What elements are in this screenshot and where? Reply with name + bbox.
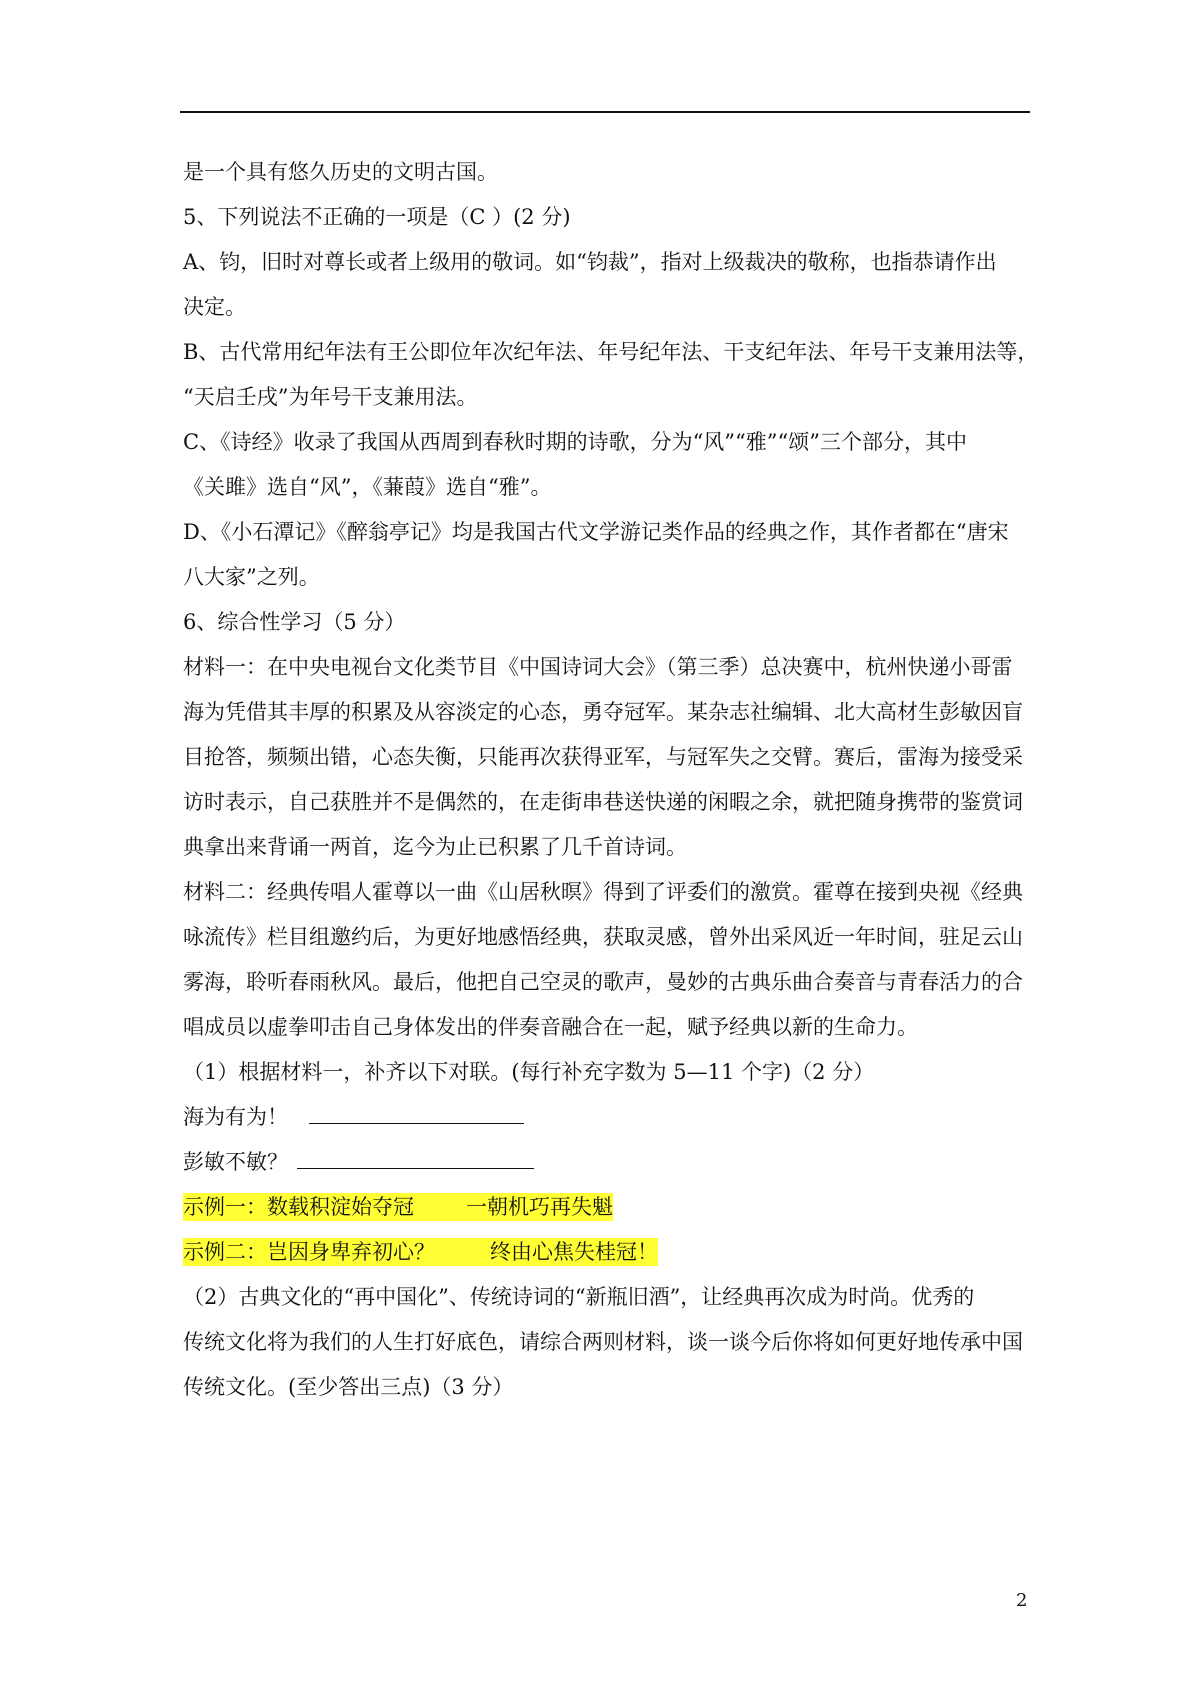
header-rule: [180, 111, 1030, 113]
example-text: 示例二：岂因身卑弃初心？: [183, 1240, 435, 1264]
example-2: [183, 1230, 1035, 1275]
couplet-line-1: [183, 1095, 1035, 1140]
question-5-stem: 5、下列说法不正确的一项是（C ）(2 分): [183, 205, 571, 229]
material-1-line: 访时表示，自己获胜并不是偶然的，在走街串巷送快递的闲暇之余，就把随身携带的鉴赏词: [183, 790, 1023, 814]
sub-question-2: 传统文化将为我们的人生打好底色，请综合两则材料，谈一谈今后你将如何更好地传承中国: [183, 1330, 1023, 1354]
document-body: [183, 150, 1039, 1410]
example-highlight: [183, 1238, 658, 1266]
text-line: 决定。: [183, 295, 246, 319]
example-text: 一朝机巧再失魁: [466, 1195, 613, 1219]
answer-blank: [309, 1103, 524, 1124]
text-line: 《关雎》选自“风”，《蒹葭》选自“雅”。: [183, 475, 552, 499]
example-highlight: [183, 1193, 613, 1221]
text-line: 是一个具有悠久历史的文明古国。: [183, 160, 498, 184]
option-a: A、钧，旧时对尊长或者上级用的敬词。如“钧裁”，指对上级裁决的敬称，也指恭请作出: [183, 250, 997, 274]
material-2-line: 材料二：经典传唱人霍尊以一曲《山居秋暝》得到了评委们的激赏。霍尊在接到央视《经典: [183, 880, 1023, 904]
couplet-label: 海为有为！: [183, 1105, 288, 1129]
example-text: 示例一：数载积淀始夺冠: [183, 1195, 414, 1219]
material-1-line: 目抢答，频频出错，心态失衡，只能再次获得亚军，与冠军失之交臂。赛后，雷海为接受采: [183, 745, 1023, 769]
sub-question-1: （1）根据材料一，补齐以下对联。(每行补充字数为 5—11 个字)（2 分）: [183, 1060, 875, 1084]
page-number: 2: [1016, 1590, 1028, 1611]
example-text: 终由心焦失桂冠！: [490, 1240, 658, 1264]
material-1-line: 材料一：在中央电视台文化类节目《中国诗词大会》（第三季）总决赛中，杭州快递小哥雷: [183, 655, 1013, 679]
option-d: D、《小石潭记》《醉翁亭记》均是我国古代文学游记类作品的经典之作，其作者都在“唐宋: [183, 520, 1009, 544]
answer-blank: [297, 1148, 534, 1169]
material-1-line: 海为凭借其丰厚的积累及从容淡定的心态，勇夺冠军。某杂志社编辑、北大高材生彭敏因盲: [183, 700, 1023, 724]
material-2-line: 雾海，聆听春雨秋风。最后，他把自己空灵的歌声，曼妙的古典乐曲合奏音与青春活力的合: [183, 970, 1023, 994]
text-line: “天启壬戌”为年号干支兼用法。: [183, 385, 478, 409]
question-6-title: 6、综合性学习（5 分）: [183, 610, 406, 634]
option-b: B、古代常用纪年法有王公即位年次纪年法、年号纪年法、干支纪年法、年号干支兼用法等，: [183, 340, 1039, 364]
option-c: C、《诗经》收录了我国从西周到春秋时期的诗歌，分为“风”“雅”“颂”三个部分，其中: [183, 430, 967, 454]
text-line: 八大家”之列。: [183, 565, 320, 589]
material-2-line: 唱成员以虚拳叩击自己身体发出的伴奏音融合在一起，赋予经典以新的生命力。: [183, 1015, 918, 1039]
couplet-line-2: [183, 1140, 1035, 1185]
material-2-line: 咏流传》栏目组邀约后，为更好地感悟经典，获取灵感，曾外出采风近一年时间，驻足云山: [183, 925, 1023, 949]
material-1-line: 典拿出来背诵一两首，迄今为止已积累了几千首诗词。: [183, 835, 687, 859]
sub-question-2: 传统文化。(至少答出三点)（3 分）: [183, 1375, 514, 1399]
couplet-label: 彭敏不敏？: [183, 1150, 288, 1174]
sub-question-2: （2）古典文化的“再中国化”、传统诗词的“新瓶旧酒”，让经典再次成为时尚。优秀的: [183, 1285, 975, 1309]
example-1: [183, 1185, 1035, 1230]
